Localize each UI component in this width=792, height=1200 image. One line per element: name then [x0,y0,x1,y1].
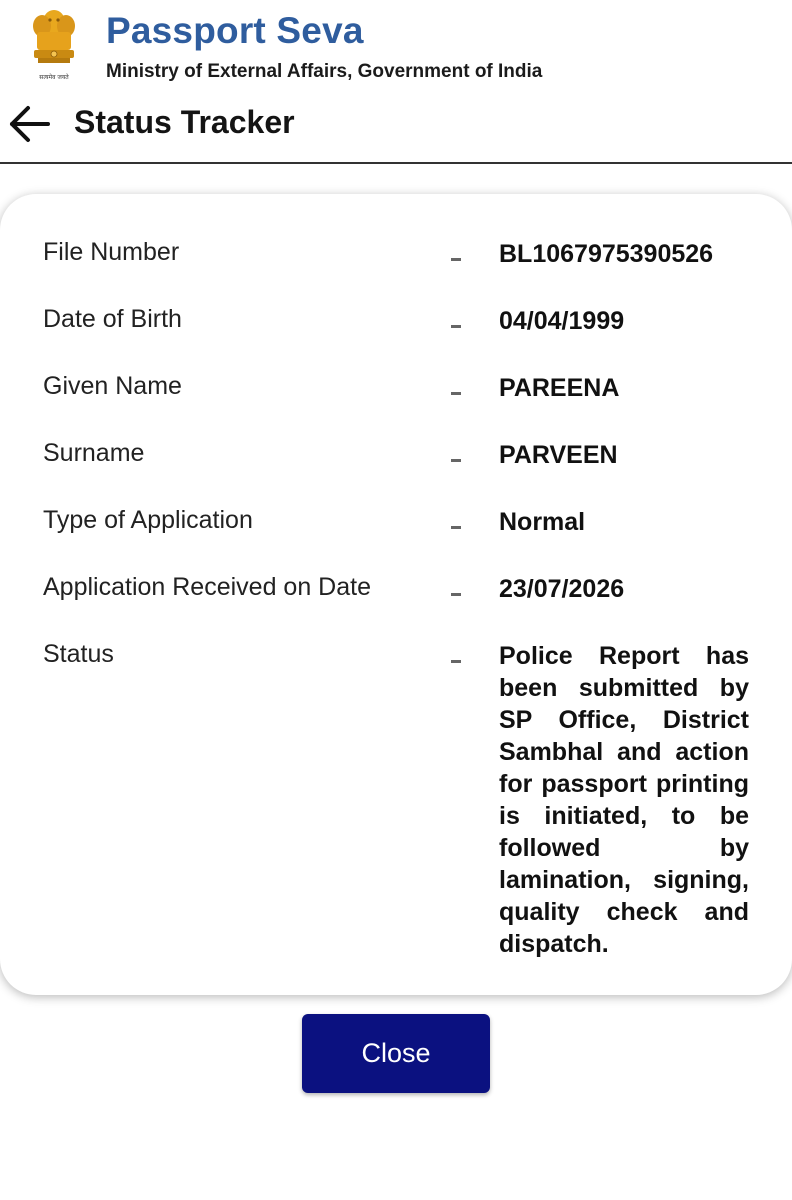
date-of-birth-value: 04/04/1999 [499,307,625,335]
page-title: Status Tracker [74,104,295,140]
ashoka-emblem-icon [26,6,82,84]
row-separator [451,392,461,395]
row-separator [451,526,461,529]
file-number-label: File Number [43,238,180,266]
date-of-birth-label: Date of Birth [43,305,182,333]
application-type-value: Normal [499,508,586,536]
received-date-value: 23/07/2026 [499,575,625,603]
arrow-left-icon [6,102,54,146]
row-separator [451,459,461,462]
received-date-label: Application Received on Date [43,573,371,601]
app-header [0,0,792,90]
given-name-label: Given Name [43,372,182,400]
row-separator [451,325,461,328]
back-button[interactable] [6,102,54,146]
status-card [0,194,792,995]
surname-label: Surname [43,439,145,467]
title-bar [0,96,792,164]
row-separator [451,258,461,261]
surname-value: PARVEEN [499,441,618,469]
given-name-value: PAREENA [499,374,620,402]
application-type-label: Type of Application [43,506,253,534]
file-number-value: BL1067975390526 [499,240,714,268]
row-separator [451,593,461,596]
close-button[interactable]: Close [302,1014,490,1093]
status-label: Status [43,640,114,668]
row-separator [451,660,461,663]
status-value: Police Report has been submitted by SP Office, District Sambhal and action for passport printing is initiated, to be followed by lamination, signing, quality check and dispatch. [499,642,749,958]
emblem-motto: सत्यमेव जयते [39,74,69,81]
brand-subtitle: Ministry of External Affairs, Government of India [106,61,543,82]
brand-title: Passport Seva [106,10,364,51]
